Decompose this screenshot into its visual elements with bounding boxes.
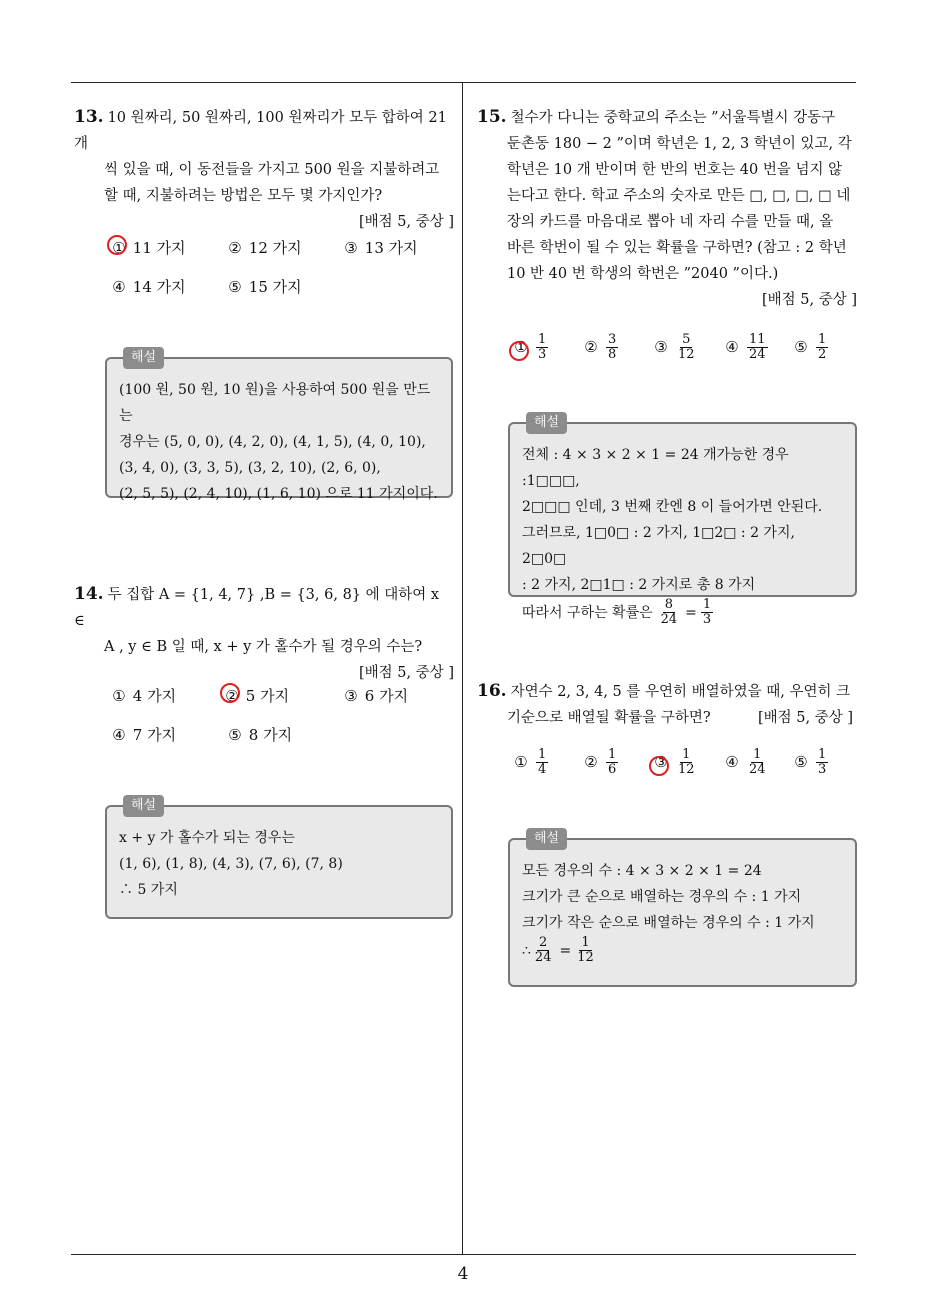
solution-line: 크기가 큰 순으로 배열하는 경우의 수 : 1 가지	[522, 889, 802, 905]
answer-mark	[509, 341, 529, 361]
problem-16	[477, 678, 857, 731]
problem-meta: [배점 5, 중상 ]	[358, 214, 454, 230]
answer-mark	[649, 756, 669, 776]
page-number: 4	[457, 1264, 469, 1284]
solution-box-16	[508, 831, 857, 987]
problem-14	[74, 581, 454, 686]
problem-number: 13.	[74, 107, 104, 127]
solution-line: x + y 가 홀수가 되는 경우는	[119, 830, 295, 846]
problem-text-line: 10 원짜리, 50 원짜리, 100 원짜리가 모두 합하여 21 개	[74, 110, 447, 152]
choice-3[interactable]: ③ $\frac{1}{12}$	[652, 748, 697, 777]
choice-4[interactable]: ④ $\frac{1}{24}$	[725, 747, 766, 777]
choice-1[interactable]: ① 4 가지	[112, 687, 177, 705]
problem-text-line: 는다고 한다. 학교 주소의 숫자로 만든 □, □, □, □ 네	[507, 188, 851, 204]
solution-line: 그러므로, 1□0□ : 2 가지, 1□2□ : 2 가지, 2□0□	[522, 525, 795, 567]
problem-text-line: 바른 학번이 될 수 있는 확률을 구하면? (참고 : 2 학년	[507, 240, 847, 256]
fraction: $\frac{1}{24}$	[749, 747, 766, 777]
solution-line: : 2 가지, 2□1□ : 2 가지로 총 8 가지	[522, 577, 756, 593]
fraction: $\frac{1}{4}$	[538, 747, 547, 777]
choice-1[interactable]: ① $\frac{1}{3}$	[512, 333, 548, 362]
choice-5[interactable]: ⑤ $\frac{1}{3}$	[794, 747, 827, 777]
problem-text-line: 씩 있을 때, 이 동전들을 가지고 500 원을 지불하려고	[104, 162, 440, 178]
solution-line: (1, 6), (1, 8), (4, 3), (7, 6), (7, 8)	[119, 856, 343, 872]
choice-4[interactable]: ④ 7 가지	[112, 726, 177, 744]
solution-box-13	[105, 350, 453, 502]
fraction: $\frac{11}{24}$	[749, 332, 766, 362]
choices-13	[110, 237, 450, 297]
problem-text-line: 할 때, 지불하려는 방법은 모두 몇 가지인가?	[104, 188, 383, 204]
choice-2[interactable]: ② 12 가지	[228, 239, 302, 257]
problem-number: 15.	[477, 107, 507, 127]
problem-text-line: A , y ∈ B 일 때, x + y 가 홀수가 될 경우의 수는?	[104, 639, 423, 655]
choice-3[interactable]: ③ 13 가지	[344, 239, 418, 257]
problem-text-line: 학년은 10 개 반이며 한 반의 번호는 40 번을 넘지 않	[507, 162, 843, 178]
choices-15	[512, 333, 857, 373]
solution-box-14	[105, 798, 453, 919]
solution-box-15	[508, 415, 857, 627]
problem-text-line: 기순으로 배열될 확률을 구하면?	[507, 710, 711, 726]
fraction: $\frac{1}{12}$	[678, 747, 695, 777]
solution-line: 따라서 구하는 확률은 $\frac{8}{24}$ = $\frac{1}{3}$	[522, 597, 712, 627]
solution-line: 모든 경우의 수 : 4 × 3 × 2 × 1 = 24	[522, 863, 762, 879]
solution-label: 해설	[526, 828, 567, 850]
fraction: $\frac{8}{24}$	[660, 597, 678, 627]
fraction: $\frac{1}{2}$	[818, 332, 827, 362]
solution-label: 해설	[526, 412, 567, 434]
bottom-rule	[71, 1254, 856, 1255]
problem-text-line: 자연수 2, 3, 4, 5 를 우연히 배열하였을 때, 우연히 크	[510, 684, 851, 700]
fraction: $\frac{1}{3}$	[702, 597, 712, 627]
problem-number: 14.	[74, 584, 104, 604]
solution-label: 해설	[123, 347, 164, 369]
solution-line: ∴ $\frac{2}{24}$ = $\frac{1}{12}$	[522, 935, 594, 965]
choice-2[interactable]: ② $\frac{1}{6}$	[584, 747, 617, 777]
solution-line: 경우는 (5, 0, 0), (4, 2, 0), (4, 1, 5), (4, 0, 10),	[119, 434, 426, 450]
solution-line: 크기가 작은 순으로 배열하는 경우의 수 : 1 가지	[522, 915, 815, 931]
problem-15	[477, 104, 857, 313]
fraction: $\frac{2}{24}$	[534, 935, 552, 965]
fraction: $\frac{1}{3}$	[538, 332, 547, 362]
solution-line: 2□□□ 인데, 3 번째 칸엔 8 이 들어가면 안된다.	[522, 499, 823, 515]
choice-5[interactable]: ⑤ 8 가지	[228, 726, 293, 744]
answer-mark	[220, 683, 240, 703]
solution-line: 전체 : 4 × 3 × 2 × 1 = 24 개가능한 경우 :1□□□,	[522, 447, 789, 489]
solution-line: (2, 5, 5), (2, 4, 10), (1, 6, 10) 으로 11 가지이다.	[119, 486, 438, 502]
choice-1[interactable]: ① 11 가지	[110, 237, 186, 258]
problem-meta: [배점 5, 중상 ]	[761, 292, 857, 308]
choice-2[interactable]: ② 5 가지	[223, 685, 289, 706]
solution-line: ∴ 5 가지	[119, 882, 178, 898]
solution-label: 해설	[123, 795, 164, 817]
problem-text-line: 두 집합 A = {1, 4, 7} ,B = {3, 6, 8} 에 대하여 x ∈	[74, 587, 440, 629]
answer-mark	[107, 235, 127, 255]
choice-3[interactable]: ③ 6 가지	[344, 687, 409, 705]
top-rule	[71, 82, 856, 83]
choice-4[interactable]: ④ 14 가지	[112, 278, 186, 296]
problem-text-line: 둔촌동 180 − 2 ”이며 학년은 1, 2, 3 학년이 있고, 각	[507, 136, 852, 152]
choice-5[interactable]: ⑤ $\frac{1}{2}$	[794, 332, 827, 362]
problem-text-line: 철수가 다니는 중학교의 주소는 ”서울특별시 강동구	[510, 110, 836, 126]
choices-16	[512, 748, 857, 788]
column-divider	[462, 82, 463, 1254]
problem-text-line: 장의 카드를 마음대로 뽑아 네 자리 수를 만들 때, 올	[507, 214, 834, 230]
fraction: $\frac{3}{8}$	[608, 332, 617, 362]
choice-2[interactable]: ② $\frac{3}{8}$	[584, 332, 617, 362]
problem-number: 16.	[477, 681, 507, 701]
problem-13	[74, 104, 454, 235]
solution-line: (3, 4, 0), (3, 3, 5), (3, 2, 10), (2, 6, 0),	[119, 460, 381, 476]
choice-3[interactable]: ③ $\frac{5}{12}$	[654, 332, 695, 362]
fraction: $\frac{5}{12}$	[678, 332, 695, 362]
choices-14	[110, 685, 450, 745]
fraction: $\frac{1}{3}$	[818, 747, 827, 777]
fraction: $\frac{1}{6}$	[608, 747, 617, 777]
choice-4[interactable]: ④ $\frac{11}{24}$	[725, 332, 766, 362]
problem-text-line: 10 반 40 번 학생의 학번은 ”2040 ”이다.)	[507, 266, 779, 282]
problem-meta: [배점 5, 중상 ]	[757, 710, 853, 726]
solution-line: (100 원, 50 원, 10 원)을 사용하여 500 원을 만드는	[119, 382, 431, 424]
problem-meta: [배점 5, 중상 ]	[358, 665, 454, 681]
choice-1[interactable]: ① $\frac{1}{4}$	[514, 747, 547, 777]
choice-5[interactable]: ⑤ 15 가지	[228, 278, 302, 296]
fraction: $\frac{1}{12}$	[577, 935, 594, 965]
